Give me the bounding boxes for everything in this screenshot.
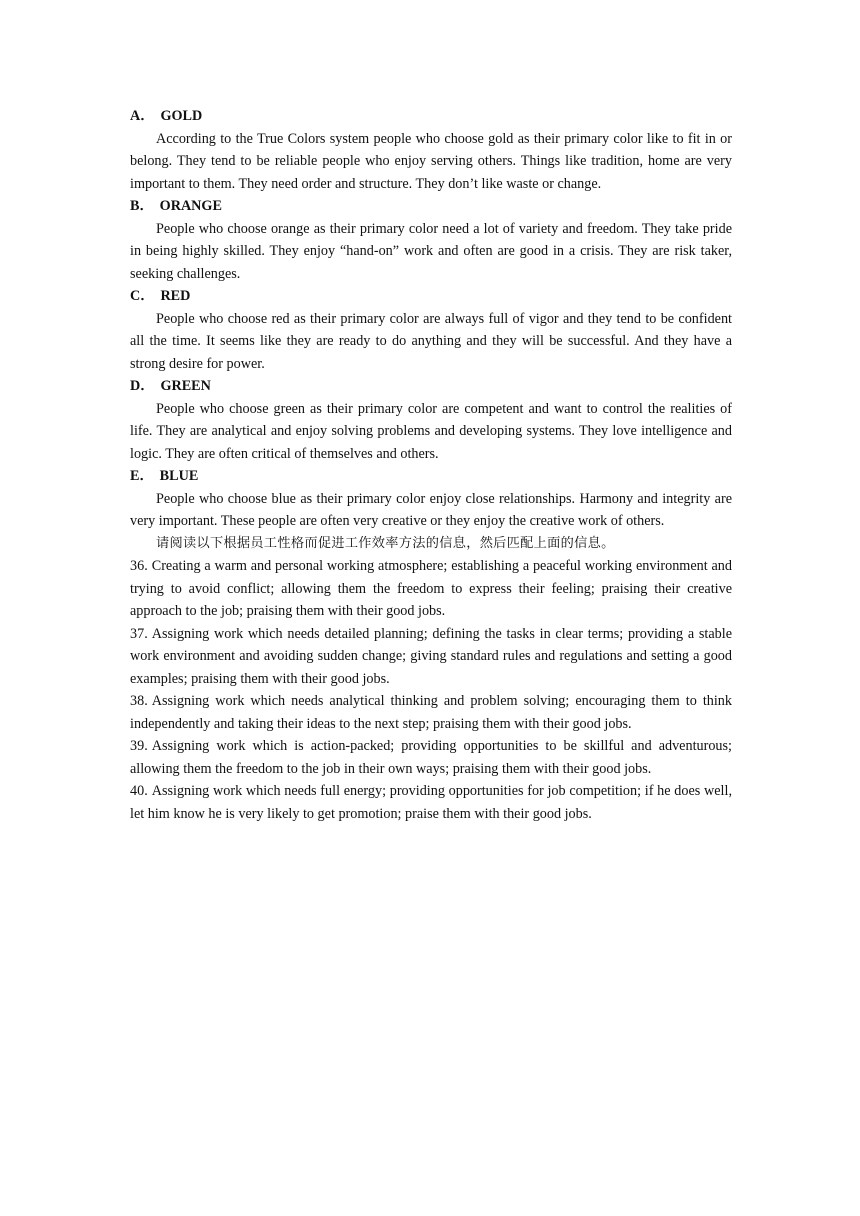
- section-letter: A．: [130, 108, 155, 124]
- question-item: [130, 623, 732, 691]
- document-page: [130, 105, 732, 825]
- section-heading: [130, 195, 732, 218]
- section-heading: [130, 465, 732, 488]
- section-paragraph: People who choose green as their primary color are competent and want to control the realities of life. They are analytical and enjoy solving problems and developing systems. They love intelligence and logic. They are often critical of themselves and others.: [130, 400, 732, 462]
- section-paragraph: People who choose blue as their primary color enjoy close relationships. Harmony and integrity are very important. These people are often very creative or they enjoy the creative work of others.: [130, 490, 732, 529]
- section-orange: [130, 195, 732, 285]
- question-number: 37.: [130, 625, 148, 642]
- section-heading: [130, 375, 732, 398]
- question-item: [130, 780, 732, 825]
- section-title: BLUE: [159, 468, 199, 484]
- question-item: [130, 555, 732, 623]
- question-text: Assigning work which needs detailed planning; defining the tasks in clear terms; providing a stable work environment and avoiding sudden change; giving standard rules and regulations and setting a good examples; praising them with their good jobs.: [130, 625, 732, 687]
- section-paragraph: People who choose red as their primary color are always full of vigor and they tend to be confident all the time. It seems like they are ready to do anything and they will be successful. And they have a strong desire for power.: [130, 310, 732, 372]
- question-text: Assigning work which needs analytical thinking and problem solving; encouraging them to think independently and taking their ideas to the next step; praising them with their good jobs.: [130, 693, 732, 732]
- section-heading: [130, 105, 732, 128]
- section-blue: [130, 465, 732, 533]
- question-item: [130, 690, 732, 735]
- section-title: GREEN: [160, 378, 211, 394]
- instruction-text: 请阅读以下根据员工性格而促进工作效率方法的信息，然后匹配上面的信息。: [156, 535, 615, 551]
- section-title: GOLD: [160, 108, 203, 124]
- question-number: 36.: [130, 558, 148, 574]
- section-letter: D．: [130, 378, 155, 394]
- section-green: [130, 375, 732, 465]
- section-title: RED: [160, 288, 191, 304]
- section-gold: [130, 105, 732, 195]
- section-paragraph: People who choose orange as their primary color need a lot of variety and freedom. They take pride in being highly skilled. They enjoy “hand-on” work and often are good in a crisis. They are risk taker, seeking challenges.: [130, 220, 732, 282]
- section-letter: E．: [130, 468, 154, 484]
- question-item: [130, 735, 732, 780]
- section-red: [130, 285, 732, 375]
- section-title: ORANGE: [159, 198, 222, 214]
- question-number: 40.: [130, 783, 148, 799]
- question-number: 39.: [130, 738, 148, 754]
- question-text: Creating a warm and personal working atmosphere; establishing a peaceful working environment and trying to avoid conflict; allowing them the freedom to express their feeling; praising their creative approach to the job; praising them with their good jobs.: [130, 558, 732, 619]
- question-text: Assigning work which is action-packed; providing opportunities to be skillful and adventurous; allowing them the freedom to the job in their own ways; praising them with their good jobs.: [130, 738, 732, 777]
- section-letter: C．: [130, 288, 155, 304]
- section-letter: B．: [130, 198, 154, 214]
- section-heading: [130, 285, 732, 308]
- question-text: Assigning work which needs full energy; providing opportunities for job competition; if he does well, let him know he is very likely to get promotion; praise them with their good jobs.: [130, 783, 732, 822]
- section-paragraph: According to the True Colors system people who choose gold as their primary color like to fit in or belong. They tend to be reliable people who enjoy serving others. Things like tradition, home are very important to them. They need order and structure. They don’t like waste or change.: [130, 130, 732, 192]
- question-number: 38.: [130, 693, 148, 709]
